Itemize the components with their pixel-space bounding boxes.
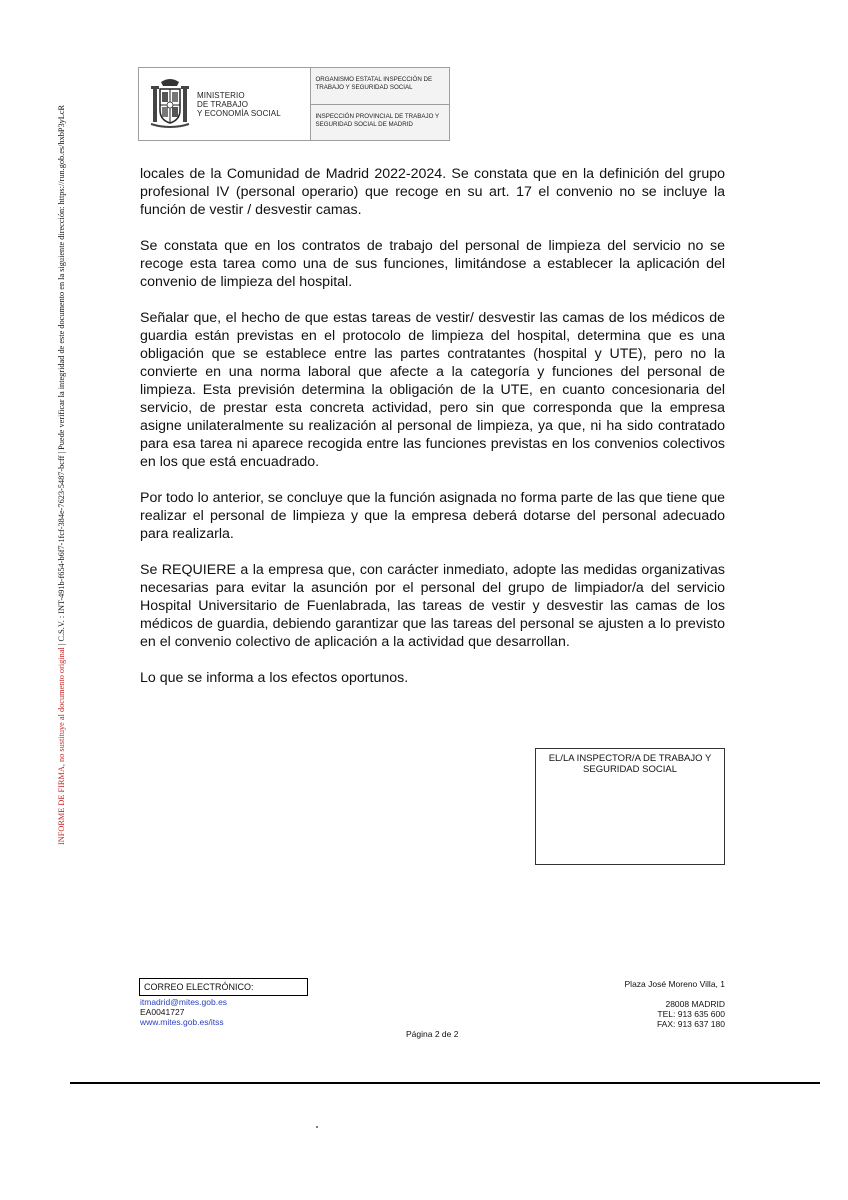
closing-paragraph: Lo que se informa a los efectos oportunos. xyxy=(140,670,409,686)
signature-box xyxy=(535,748,725,865)
office-code: EA0041727 xyxy=(140,1007,185,1017)
street-address: Plaza José Moreno Villa, 1 xyxy=(624,979,725,989)
agency-block xyxy=(310,68,449,140)
signature-title-line-2: SEGURIDAD SOCIAL xyxy=(583,764,677,775)
letterhead xyxy=(138,67,450,141)
provincial-office-name: INSPECCIÓN PROVINCIAL DE TRABAJO Y SEGURIDAD SOCIAL DE MADRID xyxy=(311,104,449,141)
email-link[interactable]: itmadrid@mites.gob.es xyxy=(140,997,228,1007)
signature-title-line-1: EL/LA INSPECTOR/A DE TRABAJO Y xyxy=(548,753,712,764)
paragraph: Por todo lo anterior, se concluye que la función asignada no forma parte de las que tiene que realizar el personal de limpieza y que la empresa deberá dotarse del personal adecuado para realizarla. xyxy=(140,490,725,542)
paragraph: locales de la Comunidad de Madrid 2022-2024. Se constata que en la definición del grupo profesional IV (personal operario) que recoge en su art. 17 el convenio no se incluye la función de vestir / desvestir camas. xyxy=(140,166,725,218)
signature-report-notice: INFORME DE FIRMA, no sustituye al documento original xyxy=(57,647,66,845)
stray-dot xyxy=(316,1126,318,1128)
csv-verification-note xyxy=(57,105,66,845)
paragraph: Señalar que, el hecho de que estas tareas de vestir/ desvestir las camas de los médicos de guardia están previstas en el protocolo de limpieza del hospital, determina que es una obligación que se establece entre las partes contratantes (hospital y UTE), pero no la convierte en una norma laboral que afecte a la categoría y funciones del personal de limpieza. Esta previsión determina la obligación de la UTE, en cuanto concesionaria del servicio, de prestar esta concreta actividad, pero sin que corresponda que la empresa asigne unilateralmente su realización al personal de limpieza, ya que, ni ha sido contratado para esa tarea ni aparece recogida entre las funciones previstas en los convenios colectivos en los que está encuadrado. xyxy=(140,310,725,470)
fax: FAX: 913 637 180 xyxy=(656,1019,725,1029)
report-body xyxy=(140,165,725,705)
paragraph: Se constata que en los contratos de trabajo del personal de limpieza del servicio no se recoge esta tarea como una de sus funciones, limitándose a establecer la aplicación del convenio de limpieza del hospital. xyxy=(140,238,725,290)
telephone: TEL: 913 635 600 xyxy=(657,1009,725,1019)
address-block xyxy=(625,979,725,1029)
spain-coat-of-arms-icon xyxy=(149,76,191,132)
contact-block xyxy=(140,997,227,1027)
city: 28008 MADRID xyxy=(665,999,725,1009)
organism-name: ORGANISMO ESTATAL INSPECCIÓN DE TRABAJO Y SEGURIDAD SOCIAL xyxy=(315,76,433,91)
ministry-block xyxy=(139,68,310,140)
page-number: Página 2 de 2 xyxy=(406,1029,459,1039)
paragraph: Se REQUIERE a la empresa que, con carácter inmediato, adopte las medidas organizativas necesarias para evitar la asunción por el personal del grupo de limpiador/a del servicio Hospital Universitario de Fuenlabrada, las tareas de vestir y desvestir las camas de los médicos de guardia, debiendo garantizar que las tareas del personal se ajusten a lo previsto en el convenio colectivo de aplicación a la actividad que desarrollan. xyxy=(140,562,725,650)
page-divider xyxy=(70,1082,820,1084)
csv-code-text: | C.S.V. : INT-491b-f654-b6f7-1fcf-384e-7623-5487-bcff | Puede verificar la integridad de este documento en la siguiente dirección: https://run.gob.es/hxbP3yLcR xyxy=(57,104,66,648)
email-label: CORREO ELECTRÓNICO: xyxy=(139,978,308,996)
website-link[interactable]: www.mites.gob.es/itss xyxy=(140,1017,224,1027)
ministry-name: MINISTERIO DE TRABAJO Y ECONOMÍA SOCIAL xyxy=(197,90,281,118)
